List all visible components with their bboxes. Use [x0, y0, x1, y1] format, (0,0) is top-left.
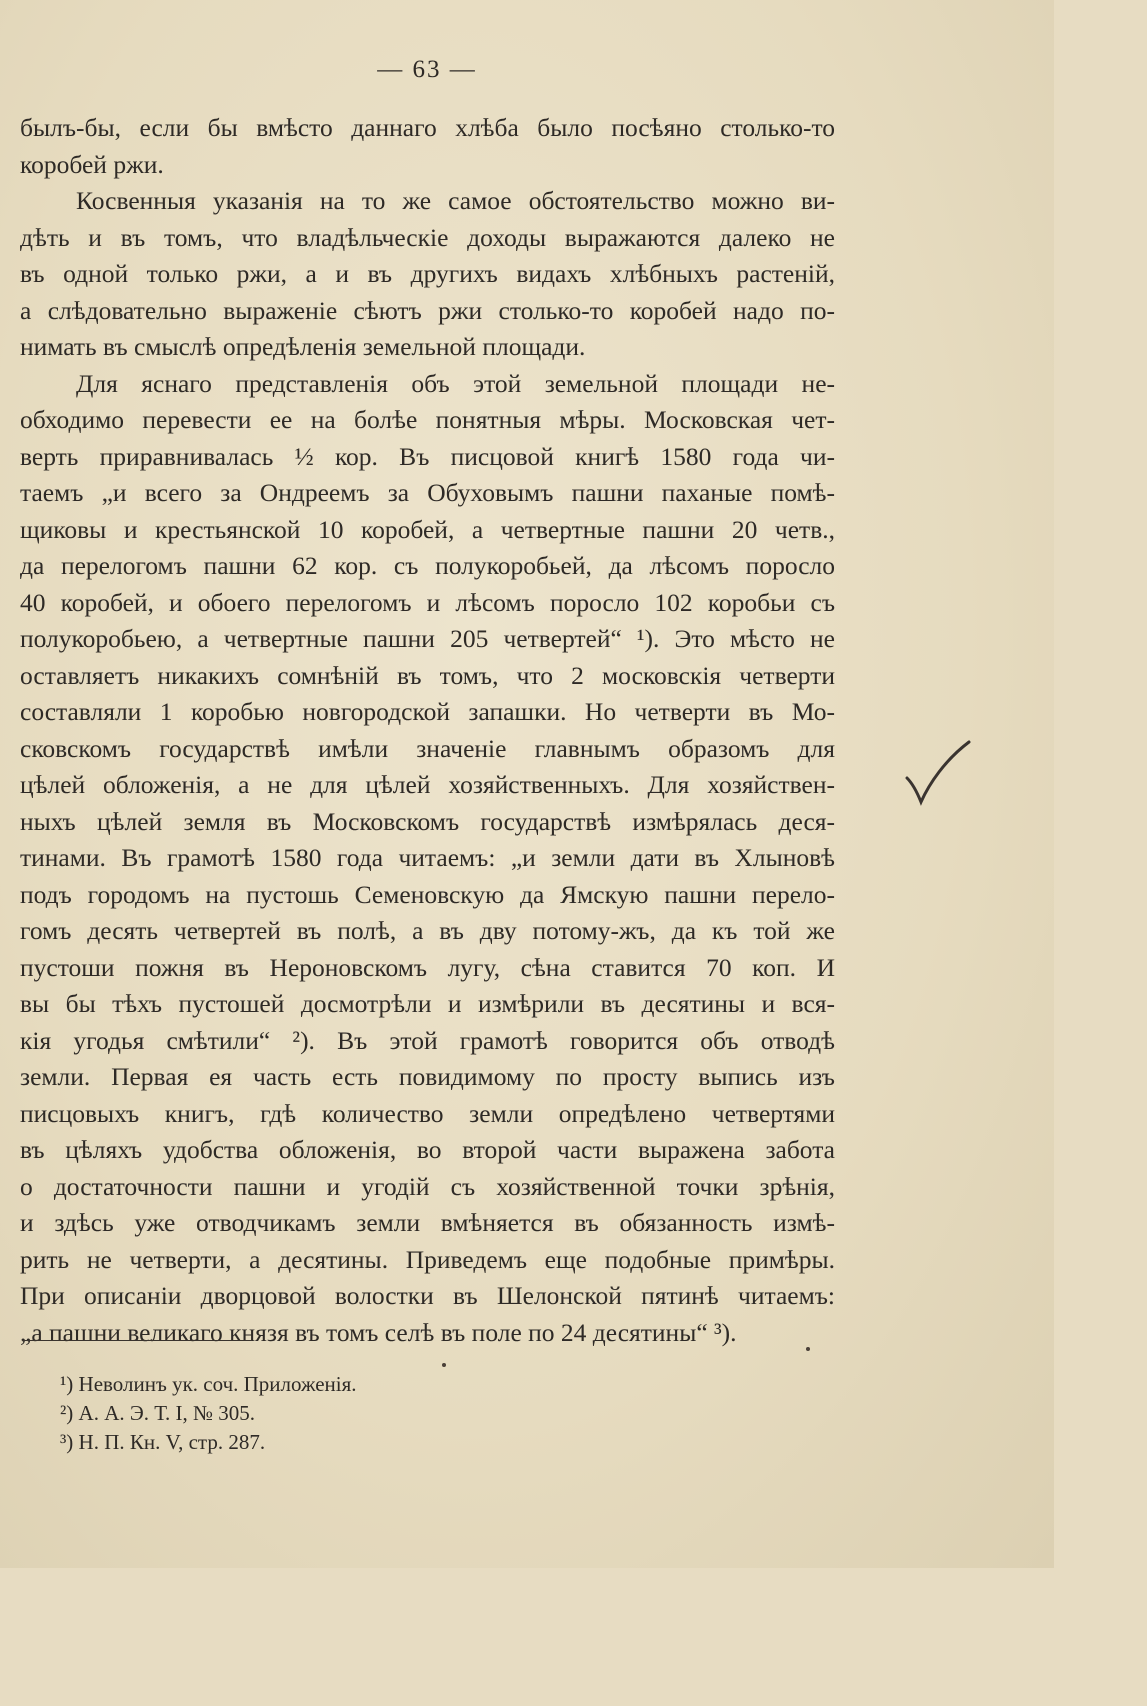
text-line: о достаточности пашни и угодій съ хозяйственной точки зрѣнія,	[20, 1171, 835, 1201]
text-line: а слѣдовательно выраженіе сѣютъ ржи столько-то коробей надо по-	[20, 295, 835, 325]
text-line: гомъ десять четвертей въ полѣ, а въ дву потому-жъ, да къ той же	[20, 916, 835, 945]
footnote	[60, 1370, 760, 1399]
footnote-mark: ³)	[60, 1430, 74, 1454]
text-line: Для яснаго представленія объ этой земельной площади не-	[76, 368, 835, 398]
text-line: оставляетъ никакихъ сомнѣній въ томъ, что 2 московскія четверти	[20, 660, 835, 690]
footnote	[60, 1428, 760, 1457]
footnote-rule	[22, 1340, 252, 1341]
text-line: въ одной только ржи, а и въ другихъ видахъ хлѣбныхъ растеній,	[20, 259, 835, 288]
text-line: полукоробьею, а четвертные пашни 205 четвертей“ ¹). Это мѣсто не	[20, 624, 835, 653]
page-number: — 63 —	[377, 56, 477, 83]
footnote-text: А. А. Э. Т. I, № 305.	[78, 1401, 255, 1425]
text-line: щиковы и крестьянской 10 коробей, а четвертные пашни 20 четв.,	[20, 514, 835, 544]
text-line: „а пашни великаго князя въ томъ селѣ въ поле по 24 десятины“ ³).	[20, 1317, 737, 1347]
footnote-mark: ²)	[60, 1401, 74, 1425]
text-line: вы бы тѣхъ пустошей досмотрѣли и измѣрили въ десятины и вся-	[20, 989, 835, 1018]
ink-spot	[442, 1363, 446, 1367]
text-line: При описаніи дворцовой волостки въ Шелонской пятинѣ читаемъ:	[20, 1281, 835, 1310]
text-line: тинами. Въ грамотѣ 1580 года читаемъ: „и земли дати въ Хлыновѣ	[20, 843, 835, 872]
text-line: въ цѣляхъ удобства обложенія, во второй части выражена забота	[20, 1135, 835, 1164]
text-line: писцовыхъ книгъ, гдѣ количество земли опредѣлено четвертями	[20, 1098, 835, 1128]
text-line: коробей ржи.	[20, 149, 164, 179]
footnote-mark: ¹)	[60, 1372, 74, 1396]
text-line: Косвенныя указанія на то же самое обстоятельство можно ви-	[76, 186, 835, 215]
text-line: обходимо перевести ее на болѣе понятныя мѣры. Московская чет-	[20, 405, 835, 434]
text-line: рить не четверти, а десятины. Приведемъ еще подобные примѣры.	[20, 1244, 835, 1274]
text-line: подъ городомъ на пустошь Семеновскую да Ямскую пашни перело-	[20, 879, 835, 909]
footnote	[60, 1399, 760, 1428]
text-line: пустоши пожня въ Нероновскомъ лугу, сѣна ставится 70 коп. И	[20, 952, 835, 982]
text-line: кія угодья смѣтили“ ²). Въ этой грамотѣ говорится объ отводѣ	[20, 1025, 835, 1055]
text-line: да перелогомъ пашни 62 кор. съ полукоробьей, да лѣсомъ поросло	[20, 551, 835, 580]
handwritten-check-mark	[905, 740, 975, 810]
body-text	[20, 110, 835, 1351]
footnotes	[60, 1370, 760, 1457]
text-line: дѣть и въ томъ, что владѣльческіе доходы выражаются далеко не	[20, 222, 835, 252]
footnote-text: Неволинъ ук. соч. Приложенія.	[78, 1372, 357, 1396]
text-line: верть приравнивалась ½ кор. Въ писцовой книгѣ 1580 года чи-	[20, 441, 835, 471]
text-line: нимать въ смыслѣ опредѣленія земельной площади.	[20, 332, 586, 361]
text-line: ныхъ цѣлей земля въ Московскомъ государствѣ измѣрялась деся-	[20, 806, 835, 836]
text-line: земли. Первая ея часть есть повидимому по просту выпись изъ	[20, 1062, 835, 1091]
text-line: былъ-бы, если бы вмѣсто даннаго хлѣба было посѣяно столько-то	[20, 113, 835, 142]
text-line: таемъ „и всего за Ондреемъ за Обуховымъ пашни паханые помѣ-	[20, 478, 835, 507]
text-line: 40 коробей, и обоего перелогомъ и лѣсомъ поросло 102 коробьи съ	[20, 587, 835, 617]
ink-spot	[806, 1347, 810, 1351]
footnote-text: Н. П. Кн. V, стр. 287.	[78, 1430, 266, 1454]
text-line: и здѣсь уже отводчикамъ земли вмѣняется въ обязанность измѣ-	[20, 1208, 835, 1237]
text-line: сковскомъ государствѣ имѣли значеніе главнымъ образомъ для	[20, 733, 835, 763]
text-line: составляли 1 коробью новгородской запашки. Но четверти въ Мо-	[20, 697, 835, 726]
text-line: цѣлей обложенія, а не для цѣлей хозяйственныхъ. Для хозяйствен-	[20, 770, 835, 799]
